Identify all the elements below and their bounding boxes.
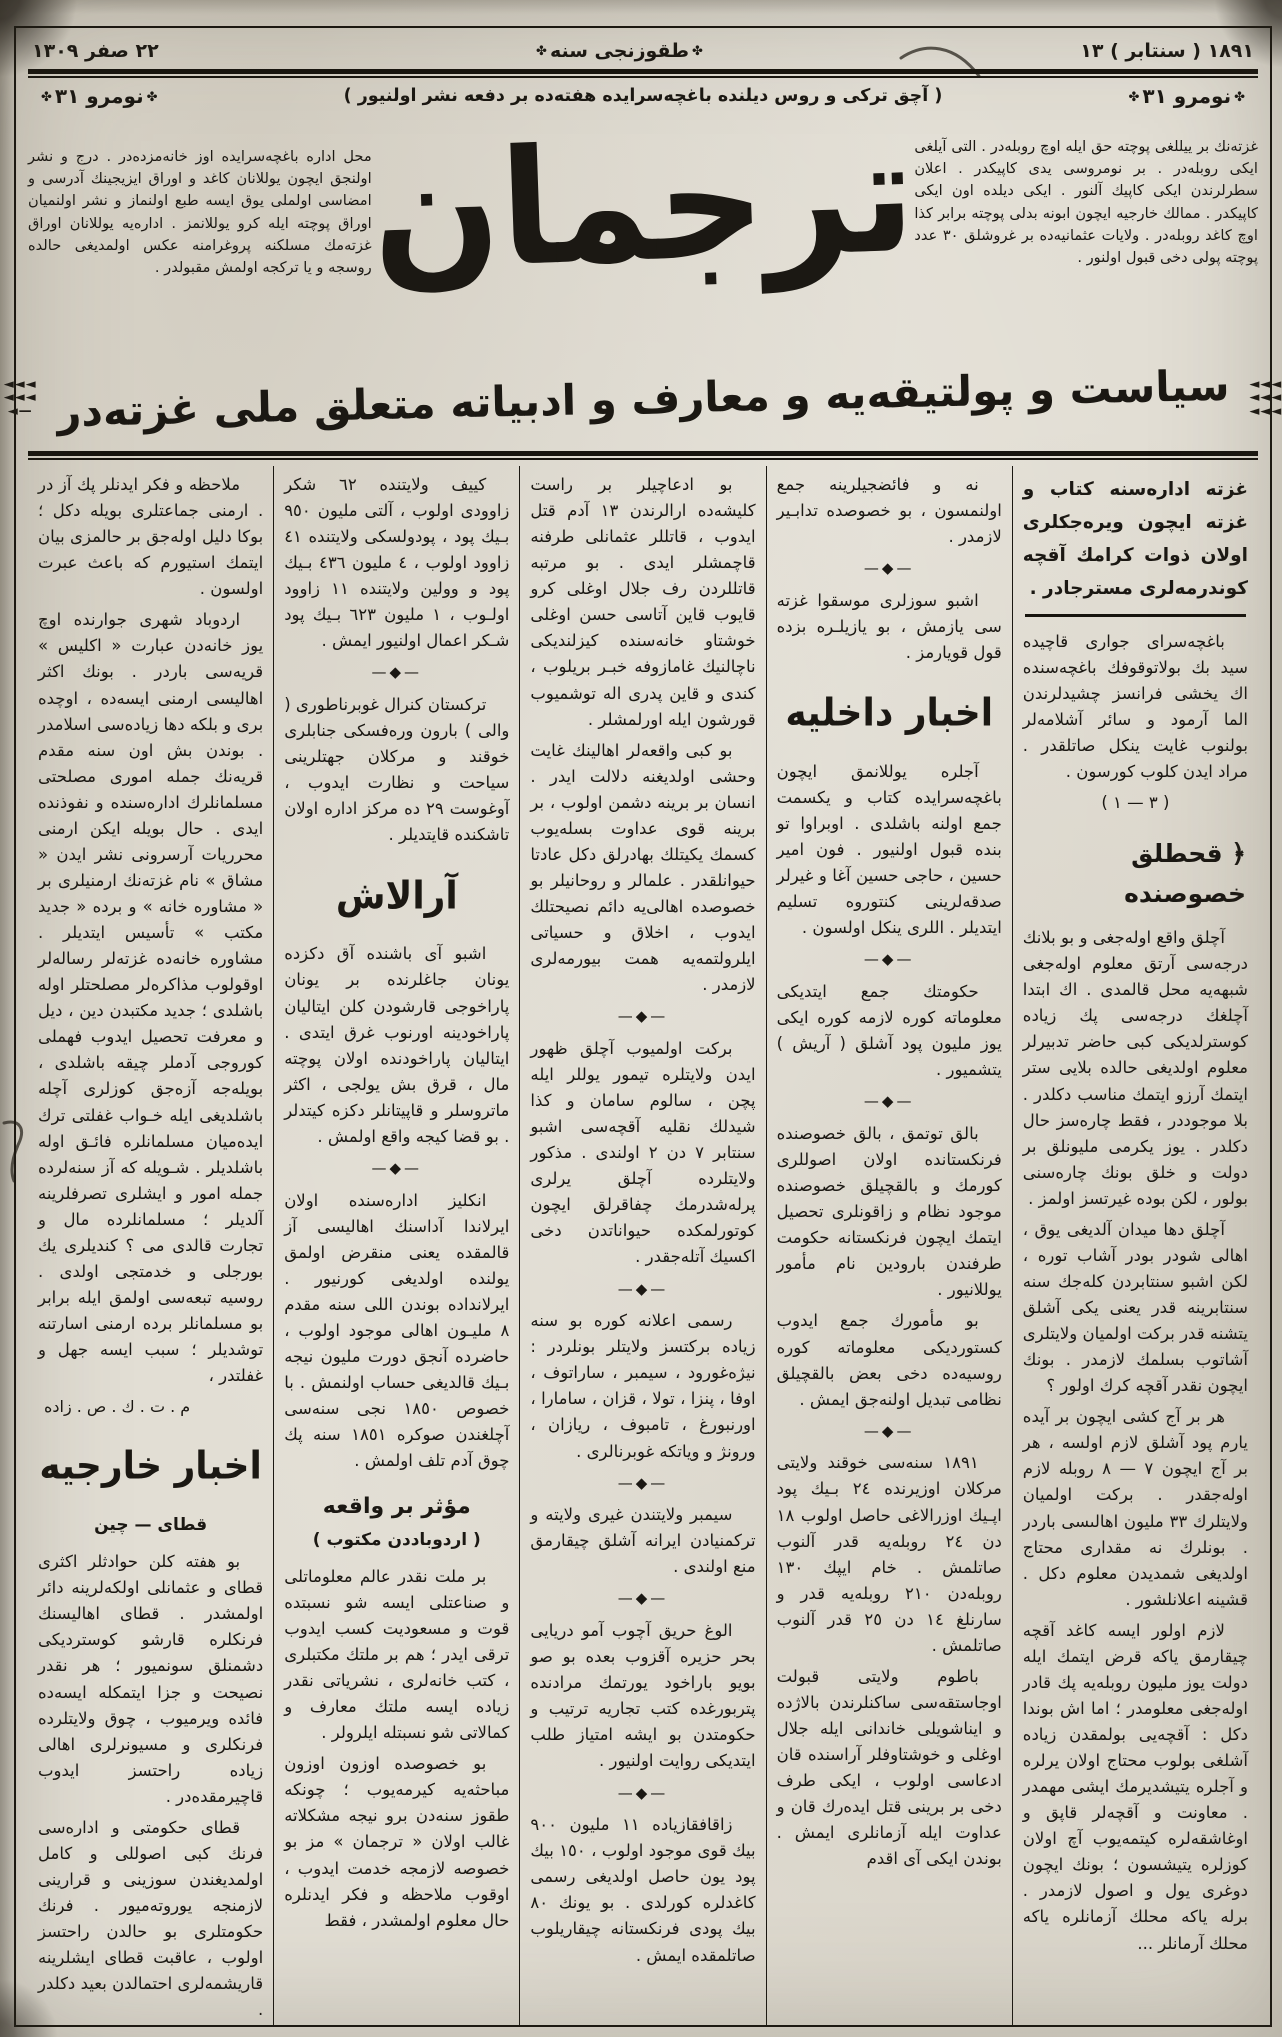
news-paragraph: آچلق واقع اوله‌جغى و بو بلانك درجه‌سى آرتق معلوم اوله‌جغى شبهه‌يه محل قالمدى . اك ابتدا آچلغك درجه‌سى پك زياده كوسترلديكى كبى حاضر تدبيرلر معلوم اولديغى حالده بلايى ستر ايتمك آرزو ايتمك مناسب دكلدر . بلا موجوددر ، فقط چاره‌سز حال دكلدر . يوز يكرمى مليونلق بر دولت و خلق بونك چاره‌سنى بولور ، لكن بوده غيرتسز اولمز . xyxy=(1022,928,1248,1208)
item-divider-ornament: —◆— xyxy=(863,1421,915,1440)
news-paragraph: سيمبر ولايتندن غيرى ولايته و تركمنيادن ايرانه آشلق چيقارمق منع اولندى . xyxy=(530,1505,756,1577)
subtitle-band xyxy=(3,346,1282,450)
article-subtitle: قطاى — چين xyxy=(94,1515,208,1536)
column-right-5 xyxy=(28,466,273,2025)
news-paragraph: قطاى حكومتى و اداره‌سى فرنك كبى اصوللى و كامل اولمديغندن سوزينى و قرارينى لازمنجه يوروته‌ميور . فرنك حكومتلرى بو حالدن راحتسز اولوب ، عاقبت قطاى ايشلرينه قاريشمه‌لرى احتمالدن بعيد دكلدر . xyxy=(37,1817,264,2020)
issue-number-right: ✤نومرو ٣١✤ xyxy=(1125,84,1248,108)
item-divider-ornament: —◆— xyxy=(617,1007,669,1026)
news-paragraph: بو ادعاچيلر بر راست كليشه‌ده ارالرندن ١٣ آدم قتل ايدوب ، قاتللر عثمانلى طرفنه قاچمشلر ايدى . بو مرتبه قاتللردن رف جلال اوغلى كرو قايوب قاين آتاسى حسن اوغلى خوشتاو خانه‌سنده كيزلنديكى ناچالنيك غامازوفه خبـر بريلوب ، كندى و قاين پدرى اله توشميوب قورشون ايله اورلمشلر . xyxy=(530,475,756,729)
issue-number-left: ✤نومرو ٣١✤ xyxy=(38,84,161,108)
news-paragraph: ملاحظه و فكر ايدنلر پك آز در . ارمنى جماعتلرى بويله دكل ؛ بوكا دليل اوله‌جق بر حالمزى بيان ايتمك استيورم كه باعث عبرت اولسون . xyxy=(37,475,264,599)
news-paragraph: ١٨٩١ سنه‌سى خوقند ولايتى مركلان اوزيرنده ٢٤ بـيك پود اپـيك اوزرالاغى حاصل اولوب ١٨ دن ٢٤ روبله‌يه قدر آلنوب صاتلمش . خام ايپك ١٣٠ روبله‌دن ٢١٠ روبله‌يه قدر و سارنلغ ١٤ دن ٢٥ قدر آلنوب صاتلمش . xyxy=(776,1453,1002,1655)
news-paragraph: هر بر آج كشى ايچون بر آيده يارم پود آشلق لازم اولسه ، هر بر آج ايچون ٧ — ٨ روبله لازم اوله‌جقدر . بركت اولميان ولايتلرك ٣٣ مليون اهالىسى باردر . بونلرك نه مقدارى محتاج اولديغى شمديدن معلوم دكل . قشينه اعلانلشور . xyxy=(1022,1407,1248,1609)
news-paragraph: اشبو سوزلرى موسقوا غزته سى يازمش ، بو يازيلـره بزده قول قويارمز . xyxy=(776,590,1002,662)
news-paragraph: تركستان كنرال غوبرناطورى ( والى ) بارون وره‌فسكى جنابلرى خوقند و مركلان جهتلرينى سياحت و نظارت ايدوب ، آوغوست ٢٩ ده مركز اداره اولان تاشكنده قايتديلر . xyxy=(284,695,510,845)
news-paragraph: آجلره يوللانمق ايچون باغچه‌سرايده كتاب و يكسمت جمع اولنه باشلدى . اوبراوا تو بنده قبول اولنيور . فون امير حسين ، حاجى حسين آغا و غيرلر صدقه‌لرينى كنتوروه تسليم ايتديلر . اللرى ينكل اولسون . xyxy=(776,761,1002,938)
news-paragraph: بو كبى واقعه‌لر اهالينك غايت وحشى اولديغنه دلالت ايدر . انسان بر برينه دشمن اولوب ، بر برينه قوى عداوت بسله‌يوب كسمك يكيتلك بهادرلق دكل عادتا حيوانلقدر . علمالر و روحانيلر بو خصوصده اهالى‌يه دائم نصيحتلك ايدوب ، اخلاق و حسياتى ايلرولتمه‌يه همت بيورمه‌لرى لازمدر . xyxy=(530,740,756,995)
news-paragraph: بو هفته كلن حوادثلر اكثرى قطاى و عثمانلى اولكه‌لرينه دائر اولمشدر . قطاى اهاليسنك فرنكلره قارشو كوسترديكى دشمنلق سونميور ؛ هر نقدر نصيحت و جزا ايتمكله ايسه‌ده فائده ويرميوب ، چوق ولايتلرده فرنكلرى و مسيونرلرى اهالى زياده راحتسز ايدوب قاچيرمقده‌در . xyxy=(37,1552,264,1806)
arrow-ornament-left: ◄◄◄ ◄◄◄ —◄ xyxy=(3,376,37,419)
news-paragraph: كييف ولايتنده ٦٢ شكر زاوودى اولوب ، آلتى مليون ٩٥٠ بـيك پود ، پودولسكى ولايتنده ٤١ زاوود اولوب ، ٤ مليون ٤٣٦ بـيك پود و وولين ولايتنده ١١ زاوود اولـوب ، ١ مليون ٦٢٣ بـيك پود شـكر اعمال اولنيور ايمش . xyxy=(284,475,510,651)
news-paragraph: اشبو آى باشنده آق دكزده يونان جاغلرنده بر يونان پاراخوجى قارشودن كلن ايتاليان پاراخودينه اورنوب غرق ايتدى . ايتاليان پاراخودنده اولان پوچته مال ، قرق بش يولجى ، اكثر ماتروسلر و قاپيتانلر دكزه كيتدلر . بو قضا كيجه واقع اولمش . xyxy=(284,944,510,1146)
news-paragraph: بالق توتمق ، بالق خصوصنده فرنكستانده اولان اصوللرى كورمك و بالقچيلق خصوصنده موجود نظام و زاقونلرى تحصيل ايتمك ايچون فرنكستانه حكومت طرفندن بارودين نام مأمور يوللانيور . xyxy=(776,1124,1002,1300)
news-paragraph: الوغ حريق آچوب آمو دريايى بحر حزيره آقزوب بعده بو صو بويو باراخود يورتمك مرادنده پتربورغده كتب تجاريه ترتيب و حكومتدن بو ايشه امتياز طلب ايتديكى روايت اولنيور . xyxy=(530,1621,756,1771)
column-right-2 xyxy=(766,466,1012,2025)
item-divider-ornament: —◆— xyxy=(371,663,423,682)
fleuron-icon: ✤ xyxy=(41,90,52,105)
item-divider-ornament: —◆— xyxy=(863,950,915,969)
news-paragraph: باغچه‌سراى جوارى قاچيده سيد بك بولاتوقوفك باغچه‌سنده اك يخشى فرانسز چشيدلرندن الما آرمود و سائر آشلامه‌لر بولنوب غايت ينكل صاتلقدر . مراد ايدن كلوب كورسون . xyxy=(1022,631,1248,781)
column-right-4 xyxy=(273,466,519,2025)
news-paragraph: رسمى اعلانه كوره بو سنه زياده بركتسز ولايتلر بونلردر : نيژه‌غورود ، سيمبر ، ساراتوف ، اوفا ، پنزا ، تولا ، قزان ، سامارا ، اورنبورغ ، تامبوف ، ريازان ، ورونژ و وياتكه غوبرنالرى . xyxy=(530,1311,756,1461)
item-divider-ornament: —◆— xyxy=(371,1158,423,1177)
columns xyxy=(28,466,1258,2025)
body-rule-thin xyxy=(28,458,1258,460)
header-dates-row xyxy=(28,28,1258,68)
item-divider-ornament: —◆— xyxy=(617,1279,669,1298)
news-paragraph: بر ملت نقدر عالم معلوماتلى و صناعتلى ايسه شو نسبتده قوت و مسعوديت كسب ايدوب ترقى ايدر ؛ هم بر ملتك مكتبلرى ، كتب خانه‌لرى ، نشرياتى نقدر زياده ايسه ملتك معارف و كمالاتى شو نسبتله ايلرولر . xyxy=(284,1566,510,1743)
column-right-1 xyxy=(1012,466,1258,2025)
news-paragraph: نه و فائضجيلرينه جمع اولنمسون ، بو خصوصده تدابـير لازمدر . xyxy=(776,475,1002,547)
fleuron-icon: ✤ xyxy=(692,44,703,59)
gregorian-date: ١٨٩١ ( سنتابر ) ١٣ xyxy=(1080,40,1254,62)
item-divider-ornament: —◆— xyxy=(617,1473,669,1492)
header-rule-thick xyxy=(28,69,1258,74)
publication-tagline: ( آچق تركى و روس ديلنده باغچه‌سرايده هفته‌ده بر دفعه نشر اولنيور ) xyxy=(343,86,943,106)
fleuron-icon: ✤ xyxy=(1234,90,1245,105)
item-divider-ornament: —◆— xyxy=(863,1092,915,1111)
newspaper-subtitle: سياست و پولتيقه‌يه و معارف و ادبياته متعلق ملى غزته‌در xyxy=(56,360,1230,436)
body-rule-thick xyxy=(28,451,1258,456)
newspaper-title: ترجمان xyxy=(368,103,918,307)
news-paragraph: بو مأمورك جمع ايدوب كستورديكى معلوماته كوره روسيه‌ده دخى بعض بالقچيلق نظامى تبديل اولنه‌جق ايمش . xyxy=(776,1311,1002,1409)
item-divider-ornament: —◆— xyxy=(863,559,915,578)
administration-notice: محل اداره باغچه‌سرايده اوز خانه‌مزده‌در . درج و نشر اولنجق ايچون يوللانان كاغد و اوراق ايزيجينك آدرسى و امضاسى اولملى يوق ايسه طبع اولنماز و نشر اولنميان اوراق پوچته ايله كرو يوللانمز . اداره‌يه يوللانان اوراق غزته‌مك مسلكنه پروغرامنه عكس اولمديغى حالده روسجه و يا تركجه اولمش مقبولدر . xyxy=(28,148,372,276)
page-frame xyxy=(3,26,1282,2027)
news-paragraph: آچلق دها ميدان آلديغى يوق ، اهالى شودر بودر آشاب توره ، لكن اشبو سنتابردن كله‌جك سنه سنتابرينه قدر يعنى يكى آشلق يتشنه قدر بركت اولميان ولايتلرى آشاتوب بسلمك لازمدر . بونك ايچون نقدر آقچه كرك اولور ؟ xyxy=(1022,1219,1248,1396)
article-title: مؤثر بر واقعه xyxy=(322,1494,471,1520)
news-paragraph: زاقافقازياده ١١ مليون ٩٠٠ بيك قوى موجود اولوب ، ١٥٠ بيك پود يون حاصل اولديغى رسمى كاغدلره كورلدى . بو يونك ٨٠ بيك پودى فرنكستانه چيقاريلوب صاتلمقده ايمش . xyxy=(530,1815,756,1965)
fleuron-icon: ✤ xyxy=(1128,90,1140,105)
short-rule xyxy=(1025,614,1246,617)
news-paragraph: حكومتك جمع ايتديكى معلوماته كوره لازمه كوره ايكى يوز مليون پود آشلق ( آريش ) يتشميور . xyxy=(776,982,1002,1080)
news-paragraph: بركت اولميوب آچلق ظهور ايدن ولايتلره تيمور يوللر ايله پچن ، سالوم سامان و كذا شيدلك نقليه آقچه‌سى اشبو سنتابر ٧ دن ٢ اولندى . مذكور ولايتلرده آچلق يرلرى پرله‌شدرمك چفاقرلق ايچون كوتورلمكده حيواناتدن دخى اكسيك آتله‌جقدر . xyxy=(530,1038,756,1267)
hijri-date: ٢٢ صفر ١٣٠٩ xyxy=(32,40,159,62)
news-paragraph: لازم اولور ايسه كاغد آقچه چيقارمق ياكه قرض ايتمك ايله دولت يوز مليون روبله‌يه پك قادر اوله‌جغى معلومدر ؛ اما اش بوندا دكل : آقچه‌يى بولمقدن زياده آشلغى بولوب محتاج اولان يرلره و آجلره يتيشديرمك ايشى مهمدر . معاونت و آقچه‌لر قاپق و اوغاشقه‌لره كيتمه‌يوب آچ اولان كوزلره يتيشسون ؛ بونك ايچون دوغرى يول و اصول لازمدر . برله ياكه محلك آزمانلره ياكه محلك آرمانلر ... xyxy=(1022,1620,1248,1953)
ad-series-mark: ( ٣ — ١ ) xyxy=(1101,793,1170,813)
news-paragraph: انكليز اداره‌سنده اولان ايرلاندا آداسنك اهاليسى آز قالمقده يعنى منقرض اولمق يولنده اولديغى كورنيور . ايرلانداده بوندن اللى سنه مقدم ٨ مليـون اهالى موجود اولوب ، حاضرده آنجق دورت مليون نيجه بـيك قالديغى حساب اولنمش . با خصوص ١٨٥٠ نجى سنه‌سى آچلغندن صوكره ١٨٥١ سنه پك چوق آدم تلف اولمش . xyxy=(284,1190,510,1471)
item-divider-ornament: —◆— xyxy=(617,1589,669,1608)
year-label: ✤طقوزنجى سنه✤ xyxy=(533,40,706,62)
section-heading: ﴿ قحطلق خصوصنده xyxy=(1124,839,1246,908)
masthead-zone xyxy=(28,103,1258,346)
article-subtitle: ( اردوباددن مكتوب ) xyxy=(312,1530,481,1550)
subscription-notice: غزته‌نك بر ييللغى پوچته حق ايله اوچ روبله‌در . التى آيلغى ايكى روبله‌در . بر نومروسى يدى كاپيكدر . اعلان سطرلرندن ايكى كاپيك آلنور . ايكى ديلده اون ايكى كاپيكدر . ممالك خارجيه ايچون ابونه بدلى پوچته برابر كذا اوچ كاغد روبله‌در . ولايات عثمانيه‌ده بر غروشلق ٣٠ عدد پوچته پولى دخى قبول اولنور . xyxy=(914,138,1258,266)
news-paragraph: بو خصوصده اوزون اوزون مباحثه‌يه كيرمه‌يوب ؛ چونكه طقوز سنه‌دن برو نيجه مشكلاته غالب اولان « ترجمان » مز بو خصوصه لازمجه خدمت ايدوب ، اوقوب ملاحظه و فكر ايدنلره حال معلوم اولمشدر ، فقط xyxy=(284,1754,510,1930)
section-heading: اخبار داخليه xyxy=(785,691,994,736)
office-notice: غزته اداره‌سنه كتاب و غزته ايچون ويره‌جكلرى اولان ذوات كرامك آقچه كوندرمه‌لرى مسترجادر . xyxy=(1022,479,1248,599)
fleuron-icon: ✤ xyxy=(146,90,158,105)
news-paragraph: باطوم ولايتى قبولت اوجاستقه‌سى ساكنلرندن بالاژده و ايناشويلى خاندانى ايله جلال اوغلى و خوشتاوفلر آراسنده قان ادعاسى اولوب ، ايكى طرف دخى بر برينى قتل ايده‌رك قان و عداوت ايله آزمانلرى ايمش . بوندن ايكى آى اقدم xyxy=(776,1666,1002,1869)
signature: م . ت . ك . ص . زاده xyxy=(43,1397,191,1417)
header-rule-thin xyxy=(28,76,1258,78)
news-paragraph: اردوباد شهرى جوارنده اوچ يوز خانه‌دن عبارت « اكليس » قريه‌سى باردر . بونك اكثر اهاليسى ارمنى ايسه‌ده ، اوچده برى و بلكه دها زياده‌سى اسلامدر . بوندن بش اون سنه مقدم قريه‌نك جمله امورى مصلحتى مسلمانلرك اداره‌سنده و نفوذنده ايدى . حال بويله ايكن ارمنى محرريات آرسرونى نشر ايدن « مشاق » نام غزته‌نك ارمنيلرى بر « مشاوره خانه » و برده « جديد مكتب » تأسيس ايتديلر . مشاوره خانه‌ده غزته‌لر رساله‌لر اوقولوب مذاكره‌لر مصلحتلر اوله باشلدى ؛ جديد مكتبدن دين ، ديل و معرفت تحصيل ايدوب فهملى كوروجى آدملر چيقه باشلدى ، بويله‌جه آزه‌جق كوزلرى آچله باشلديغى ايله خـواب غفلتى ترك ايده‌ميان مسلمانلره فائـق اوله باشلديلر . شـويله كه آز سنه‌لرده جمله امور و ايشلرى تصرفلرينه آلديلر ؛ مسلمانلرده مال و تجارت قالدى مى ؟ كنديلرى يك بورجلى و خدمتجى اولدى . روسيه تبعه‌سى اولمق ايله برابر بو مسلمانلر برده ارمنى اسارتنه توشديلر ؛ سبب ايسه جهل و غفلتدر ، xyxy=(37,610,264,1386)
fleuron-icon: ✤ xyxy=(536,44,547,59)
item-divider-ornament: —◆— xyxy=(617,1783,669,1802)
section-heading: آرالاش xyxy=(335,874,458,918)
arrow-ornament-right: ◄◄◄ ◄◄◄ ◄◄◄ xyxy=(1249,376,1282,419)
section-heading: اخبار خارجيه xyxy=(39,1445,262,1489)
column-right-3 xyxy=(519,466,765,2025)
